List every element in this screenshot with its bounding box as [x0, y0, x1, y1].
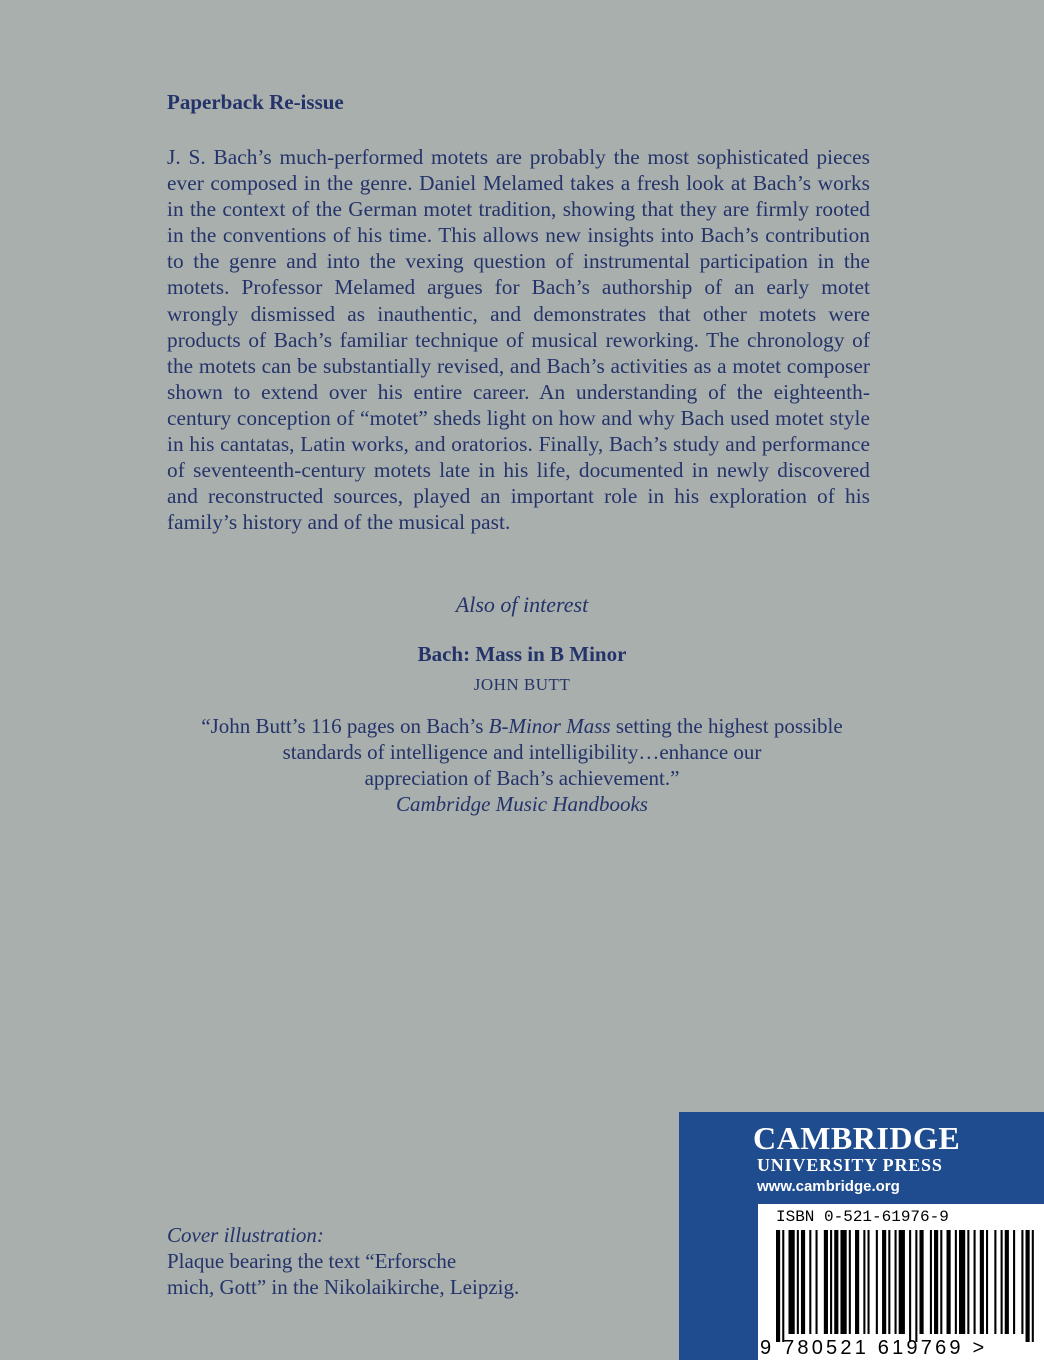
barcode-bar	[955, 1230, 957, 1334]
barcode-panel	[758, 1204, 1044, 1360]
barcode-bar	[824, 1230, 828, 1334]
quote-line-3: appreciation of Bach’s achievement.”	[364, 766, 680, 790]
barcode-bar	[834, 1230, 838, 1334]
barcode-bars	[776, 1230, 1040, 1352]
barcode-bar	[947, 1230, 951, 1334]
quote-source: Cambridge Music Handbooks	[396, 792, 648, 816]
barcode-bar	[882, 1230, 886, 1334]
barcode-bar	[986, 1230, 988, 1334]
cover-illustration-credit	[167, 1222, 519, 1300]
isbn-label: ISBN 0-521-61976-9	[776, 1208, 949, 1226]
cover-credit-label: Cover illustration:	[167, 1223, 324, 1247]
barcode-bar	[830, 1230, 832, 1334]
publisher-url: www.cambridge.org	[757, 1178, 900, 1195]
barcode-bar	[816, 1230, 818, 1334]
barcode-bar	[840, 1230, 846, 1334]
barcode-bar	[867, 1230, 869, 1334]
quote-text-b: setting the highest possible	[610, 714, 843, 738]
also-of-interest-section	[0, 592, 1044, 817]
barcode-bar	[980, 1230, 984, 1334]
barcode-bar	[974, 1230, 976, 1334]
quote-line-1	[0, 713, 1044, 739]
barcode-bar	[855, 1230, 859, 1334]
barcode-bar	[967, 1230, 969, 1334]
also-of-interest-title: Also of interest	[455, 592, 589, 617]
barcode-bar	[959, 1230, 965, 1334]
barcode-bar	[809, 1230, 811, 1334]
barcode-bar	[899, 1230, 905, 1334]
quote-text-a: “John Butt’s 116 pages on Bach’s	[201, 714, 489, 738]
barcode-bar	[909, 1230, 911, 1342]
barcode-bar	[888, 1230, 890, 1334]
barcode-bar	[940, 1230, 942, 1334]
barcode-bar	[1026, 1230, 1030, 1342]
barcode-bar	[849, 1230, 851, 1334]
barcode-bar	[1005, 1230, 1009, 1334]
barcode-bar	[782, 1230, 784, 1342]
quote-emphasis: B-Minor Mass	[488, 714, 611, 738]
barcode-digits: 9 780521 619769 >	[760, 1337, 988, 1359]
barcode-bar	[876, 1230, 878, 1334]
cover-credit-line-2: mich, Gott” in the Nikolaikirche, Leipzig.	[167, 1275, 520, 1299]
barcode-bar	[801, 1230, 805, 1334]
barcode-bar	[895, 1230, 897, 1334]
book-description: J. S. Bach’s much-performed motets are probably the most sophisticated pieces ever composed in the genre. Daniel Melamed takes a fresh look at Bach’s works in the context of the German motet tradition, showing that they are firmly rooted in the conventions of his time. This allows new insights into Bach’s contribution to the genre and into the vexing question of instrumental participation in the motets. Professor Melamed argues for Bach’s authorship of an early motet wrongly dismissed as inauthentic, and demonstrates that other motets were products of Bach’s familiar technique of musical reworking. The chronology of the motets can be substantially revised, and Bach’s activities as a motet composer shown to extend over his entire career. An understanding of the eighteenth-century conception of “motet” sheds light on how and why Bach used motet style in his cantatas, Latin works, and oratorios. Finally, Bach’s study and performance of seventeenth-century motets late in his life, documented in newly discovered and reconstructed sources, played an important role in his exploration of his family’s history and of the musical past.	[167, 145, 870, 535]
review-quote	[0, 713, 1044, 791]
publisher-press: UNIVERSITY PRESS	[757, 1155, 943, 1175]
related-book-author: JOHN BUTT	[473, 675, 571, 694]
publisher-logo-box	[679, 1112, 1044, 1360]
barcode-bar	[797, 1230, 799, 1334]
barcode-bar	[776, 1230, 780, 1342]
reissue-heading: Paperback Re-issue	[167, 90, 344, 114]
barcode-bar	[919, 1230, 923, 1334]
barcode-bar	[930, 1230, 932, 1334]
barcode-bar	[1032, 1230, 1034, 1342]
barcode-bar	[788, 1230, 794, 1334]
barcode-bar	[994, 1230, 996, 1334]
barcode-bar	[1001, 1230, 1003, 1334]
barcode-bar	[1021, 1230, 1023, 1334]
cover-credit-line-1: Plaque bearing the text “Erforsche	[167, 1249, 457, 1273]
publisher-name: CAMBRIDGE	[753, 1120, 961, 1156]
related-book-title: Bach: Mass in B Minor	[417, 642, 627, 666]
barcode-bar	[863, 1230, 865, 1334]
quote-line-2: standards of intelligence and intelligibility…enhance our	[282, 740, 762, 764]
barcode-bar	[1013, 1230, 1015, 1334]
barcode-bar	[934, 1230, 938, 1334]
barcode-bar	[915, 1230, 917, 1342]
